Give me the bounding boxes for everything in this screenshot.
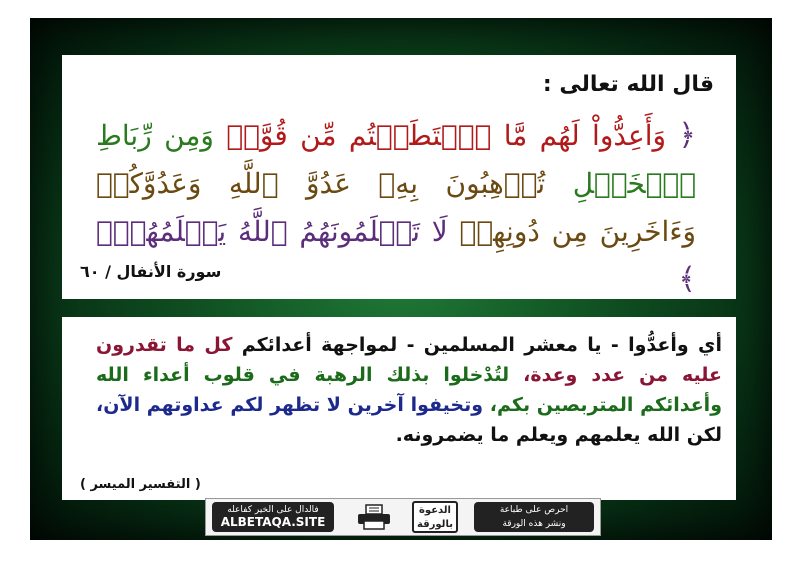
tafsir-segment: أي وأعدُّوا - يا معشر المسلمين - لمواجهة أعدائكم [241, 334, 722, 356]
verse-segment: وَمِن رِّبَاطِ ٱلۡخَيۡلِ [96, 119, 696, 200]
tafsir-source: ( التفسير الميسر ) [80, 477, 201, 492]
verse-close-bracket: ﴾ [678, 262, 696, 297]
footer-site: ALBETAQA.SITE [220, 515, 326, 529]
intro-heading: قال الله تعالى : [542, 72, 714, 97]
tafsir-segment: كل ما تقدرون عليه من عدد وعدة، [96, 334, 722, 386]
logo: الدعوة بالورقة [412, 501, 458, 533]
footer-saying: فالدال على الخير كفاعله [227, 505, 319, 515]
footer-call-to-action [474, 502, 594, 532]
verse-segment: تُرۡهِبُونَ بِهِۦ عَدُوَّ ٱللَّهِ وَعَدُوَّكُمۡ [96, 167, 546, 200]
tafsir-segment: لتُدْخلوا بذلك الرهبة في قلوب أعداء الله وأعدائكم المتربصين بكم، [96, 364, 723, 416]
footer-site-badge [212, 502, 334, 532]
footer-bar [205, 498, 601, 536]
verse-segment: وَءَاخَرِينَ مِن دُونِهِمۡ [459, 215, 697, 248]
verse-open-bracket: ﴿ [678, 118, 696, 153]
footer-cta-line: ونشر هذه الورقة [502, 519, 566, 529]
verse-segment: وَأَعِدُّواْ لَهُم مَّا ٱسۡتَطَعۡتُم مِّن قُوَّةٖ [226, 119, 667, 152]
tafsir-segment: لكن الله يعلمهم ويعلم ما يضمرونه. [395, 424, 722, 446]
footer-cta-line: احرص على طباعة [499, 505, 569, 515]
tafsir-text [96, 330, 722, 450]
tafsir-segment: وتخيفوا آخرين لا تظهر لكم عداوتهم الآن، [96, 394, 484, 416]
surah-reference: سورة الأنفال / ٦٠ [80, 262, 222, 281]
printer-icon [356, 504, 392, 530]
verse-segment: لَا تَعۡلَمُونَهُمُ ٱللَّهُ يَعۡلَمُهُمۡۚ [96, 215, 448, 248]
